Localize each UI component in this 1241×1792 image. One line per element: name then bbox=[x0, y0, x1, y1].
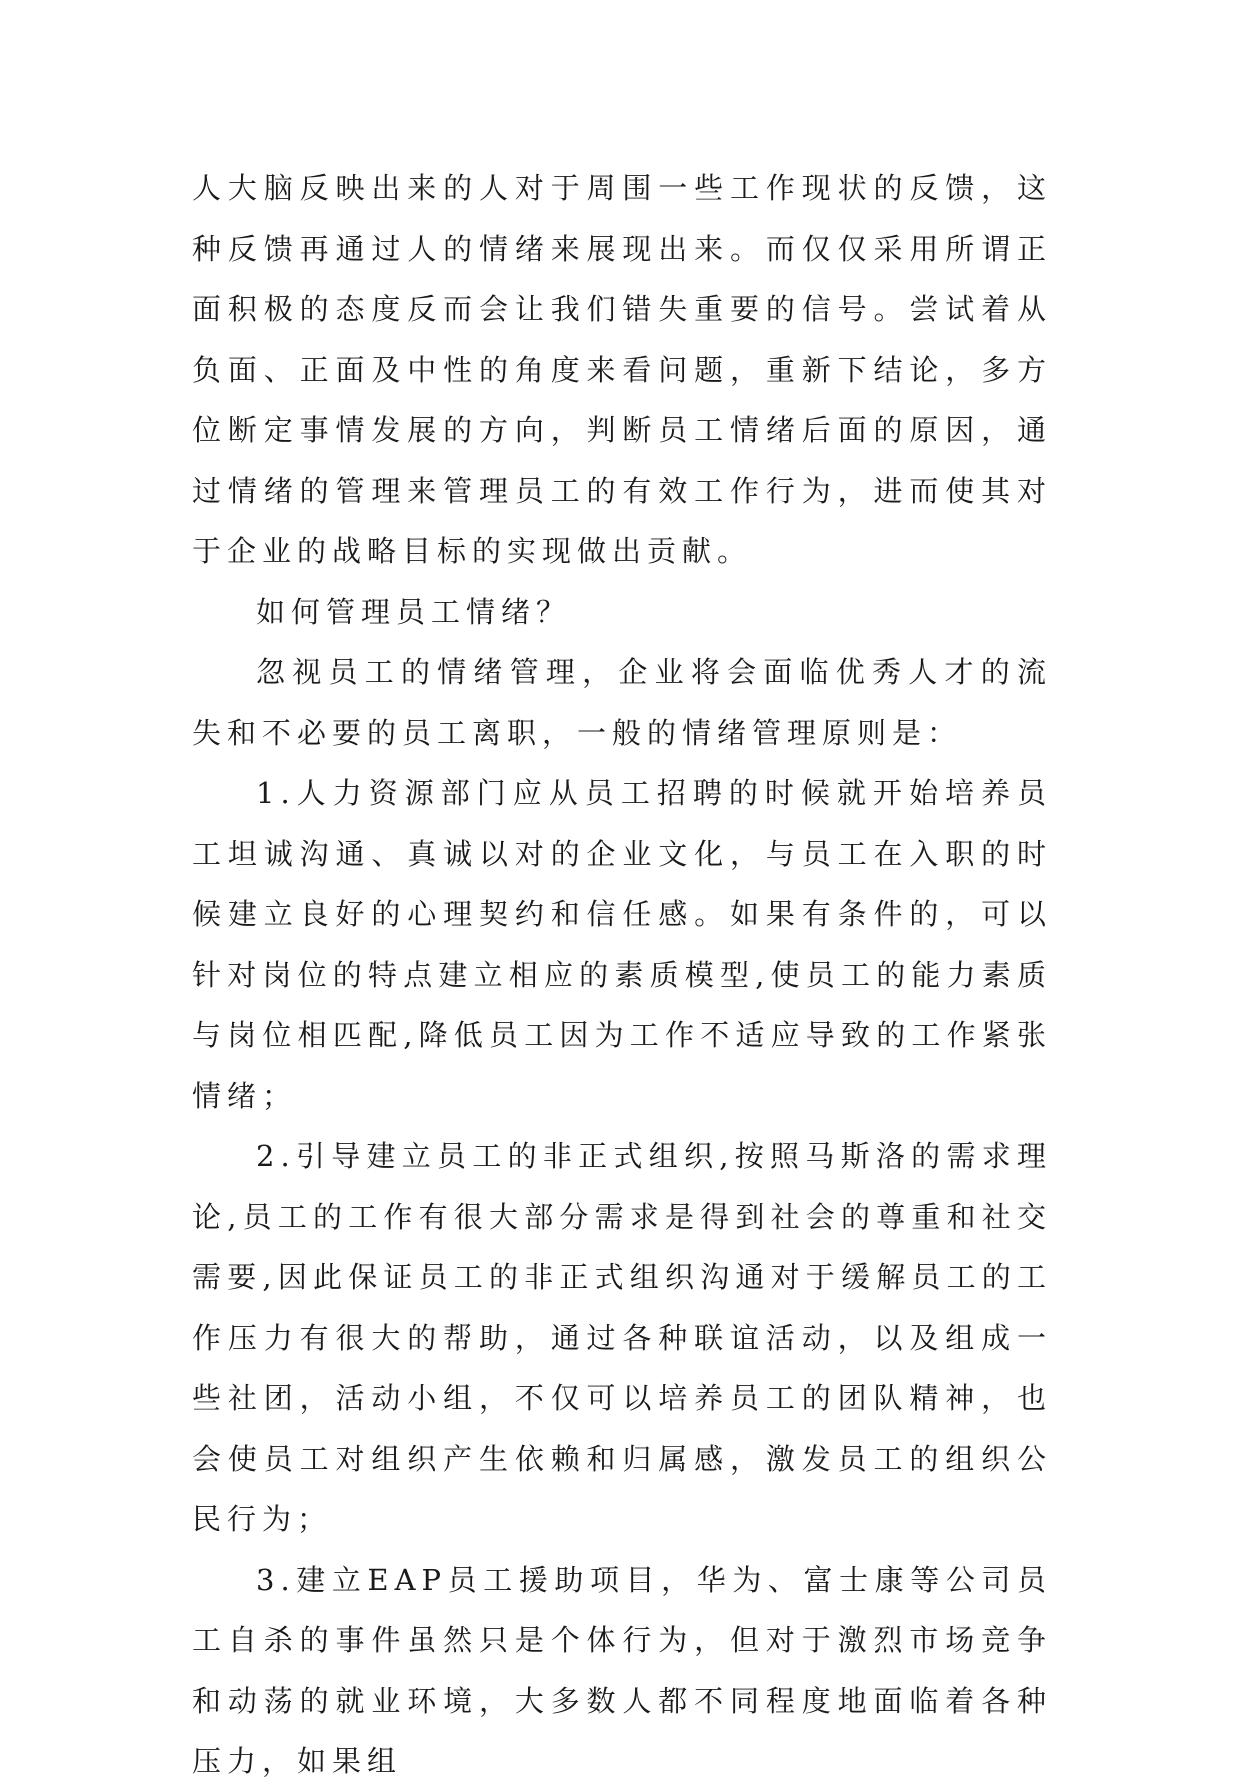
paragraph-continuation: 人大脑反映出来的人对于周围一些工作现状的反馈，这种反馈再通过人的情绪来展现出来。而仅仅采用所谓正面积极的态度反而会让我们错失重要的信号。尝试着从负面、正面及中性的角度来看问题，重新下结论，多方位断定事情发展的方向，判断员工情绪后面的原因，通过情绪的管理来管理员工的有效工作行为，进而使其对于企业的战略目标的实现做出贡献。 bbox=[192, 171, 1052, 568]
list-item-1: 1.人力资源部门应从员工招聘的时候就开始培养员工坦诚沟通、真诚以对的企业文化，与员工在入职的时候建立良好的心理契约和信任感。如果有条件的，可以针对岗位的特点建立相应的素质模型,使员工的能力素质与岗位相匹配,降低员工因为工作不适应导致的工作紧张情绪； bbox=[192, 776, 1052, 1113]
list-item-2: 2.引导建立员工的非正式组织,按照马斯洛的需求理论,员工的工作有很大部分需求是得到社会的尊重和社交需要,因此保证员工的非正式组织沟通对于缓解员工的工作压力有很大的帮助，通过各种联谊活动，以及组成一些社团，活动小组，不仅可以培养员工的团队精神，也会使员工对组织产生依赖和归属感，激发员工的组织公民行为； bbox=[192, 1139, 1052, 1536]
paragraph-intro: 忽视员工的情绪管理，企业将会面临优秀人才的流失和不必要的员工离职，一般的情绪管理原则是： bbox=[192, 655, 1052, 750]
list-item-3: 3.建立EAP员工援助项目，华为、富士康等公司员工自杀的事件虽然只是个体行为，但对于激烈市场竞争和动荡的就业环境，大多数人都不同程度地面临着各种压力，如果组 bbox=[192, 1562, 1052, 1778]
document-body bbox=[192, 158, 1052, 1792]
section-heading-question: 如何管理员工情绪？ bbox=[256, 594, 572, 629]
